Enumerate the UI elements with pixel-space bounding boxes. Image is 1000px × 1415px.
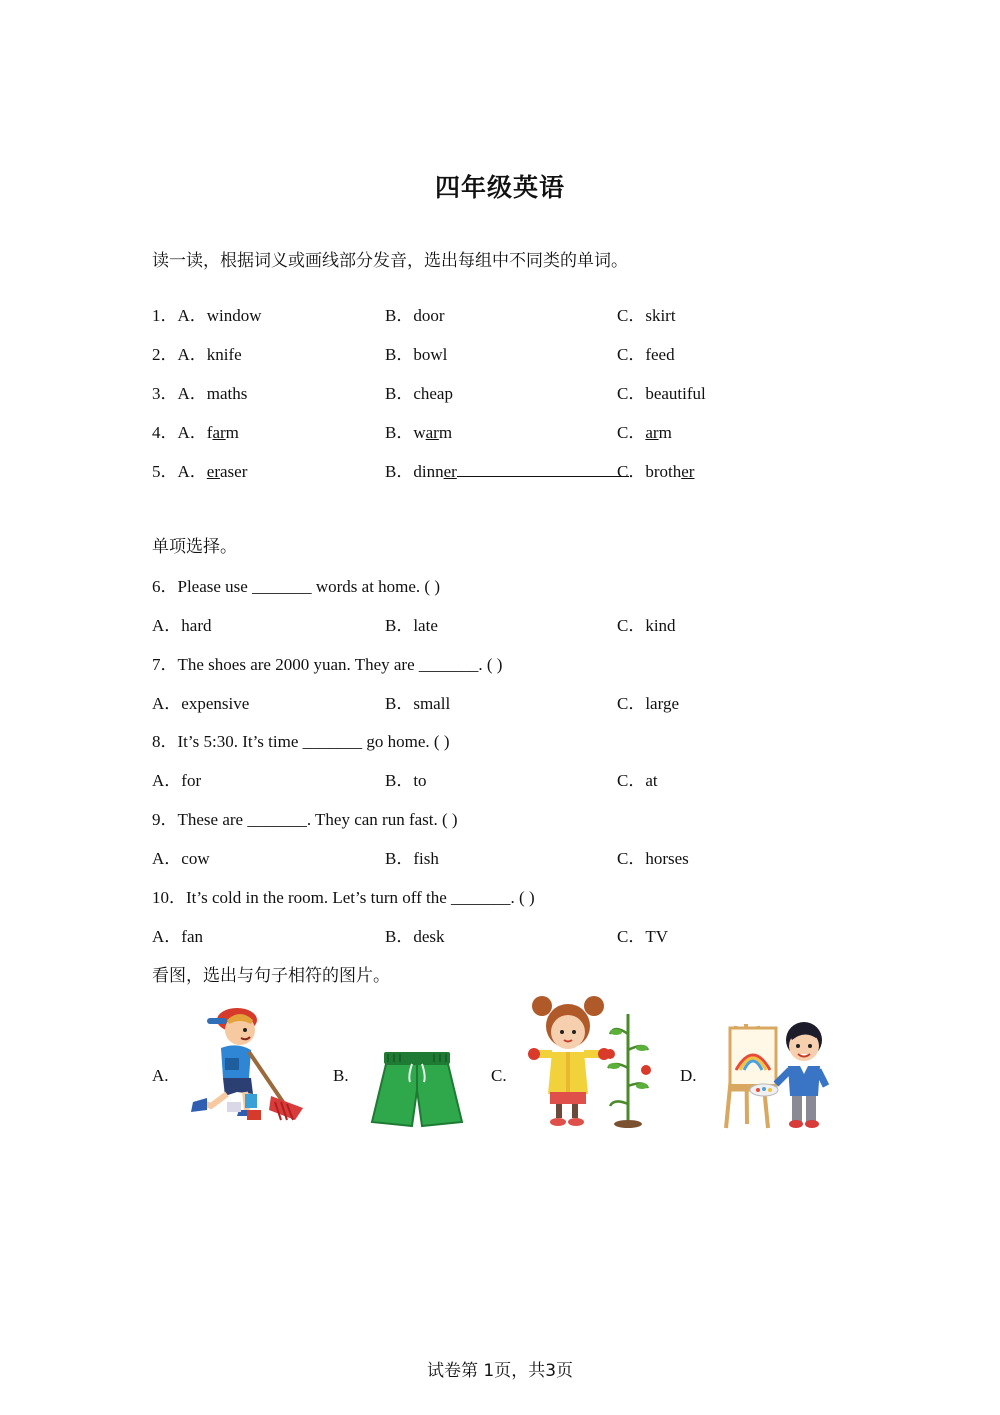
- option-c: C．brother: [617, 462, 695, 481]
- picture-option-c-label: C.: [491, 1066, 507, 1085]
- option-a: A．fan: [152, 927, 203, 946]
- option-b: B．fish: [385, 849, 439, 868]
- option-c: C．kind: [617, 616, 676, 635]
- question-number: 2．A．knife: [152, 345, 242, 364]
- underline-rule: [457, 462, 629, 477]
- question-text: 9．These are _______. They can run fast. ( ): [152, 810, 458, 829]
- option-c: C．at: [617, 771, 658, 790]
- option-a: 4．A．farm: [152, 423, 239, 442]
- section2-instruction: 单项选择。: [152, 537, 237, 557]
- picture-option-b-label: B.: [333, 1066, 349, 1085]
- option-b: B．desk: [385, 927, 445, 946]
- question-text: 7．The shoes are 2000 yuan. They are _______. ( ): [152, 655, 503, 674]
- page-title: 四年级英语: [434, 173, 565, 202]
- green-shorts-picture: [368, 1050, 466, 1130]
- section1-instruction: 读一读，根据词义或画线部分发音，选出每组中不同类的单词。: [152, 251, 628, 271]
- option-a: A．expensive: [152, 694, 250, 713]
- option-b: B．bowl: [385, 345, 448, 364]
- picture-option-a-label: A.: [152, 1066, 169, 1085]
- option-c: C．arm: [617, 423, 672, 442]
- option-b: B．warm: [385, 423, 453, 442]
- option-b: B．late: [385, 616, 438, 635]
- option-b: B．dinner: [385, 457, 629, 482]
- option-a: A．for: [152, 771, 202, 790]
- page-footer: 试卷第 1页，共3页: [426, 1361, 574, 1381]
- option-a: A．hard: [152, 616, 212, 635]
- boy-painting-easel-picture: [716, 1014, 832, 1132]
- girl-with-tomato-plant-picture: [526, 994, 656, 1130]
- boy-sweeping-leaves-picture: [185, 998, 309, 1128]
- option-c: C．feed: [617, 345, 675, 364]
- option-c: C．TV: [617, 927, 668, 946]
- option-c: C．skirt: [617, 306, 676, 325]
- option-a: A．cow: [152, 849, 210, 868]
- option-c: C．large: [617, 694, 680, 713]
- section3-instruction: 看图，选出与句子相符的图片。: [152, 966, 390, 986]
- option-b: B．door: [385, 306, 445, 325]
- option-c: C．beautiful: [617, 384, 706, 403]
- question-number: 3．A．maths: [152, 384, 248, 403]
- question-text: 8．It’s 5:30. It’s time _______ go home. ( ): [152, 732, 450, 751]
- option-b: B．to: [385, 771, 427, 790]
- option-b: B．small: [385, 694, 451, 713]
- picture-option-d-label: D.: [680, 1066, 697, 1085]
- option-a: 5．A．eraser: [152, 462, 248, 481]
- question-text: 10．It’s cold in the room. Let’s turn off the _______. ( ): [152, 888, 535, 907]
- option-b: B．cheap: [385, 384, 453, 403]
- question-number: 1．A．window: [152, 306, 262, 325]
- option-c: C．horses: [617, 849, 689, 868]
- question-text: 6．Please use _______ words at home. ( ): [152, 577, 441, 596]
